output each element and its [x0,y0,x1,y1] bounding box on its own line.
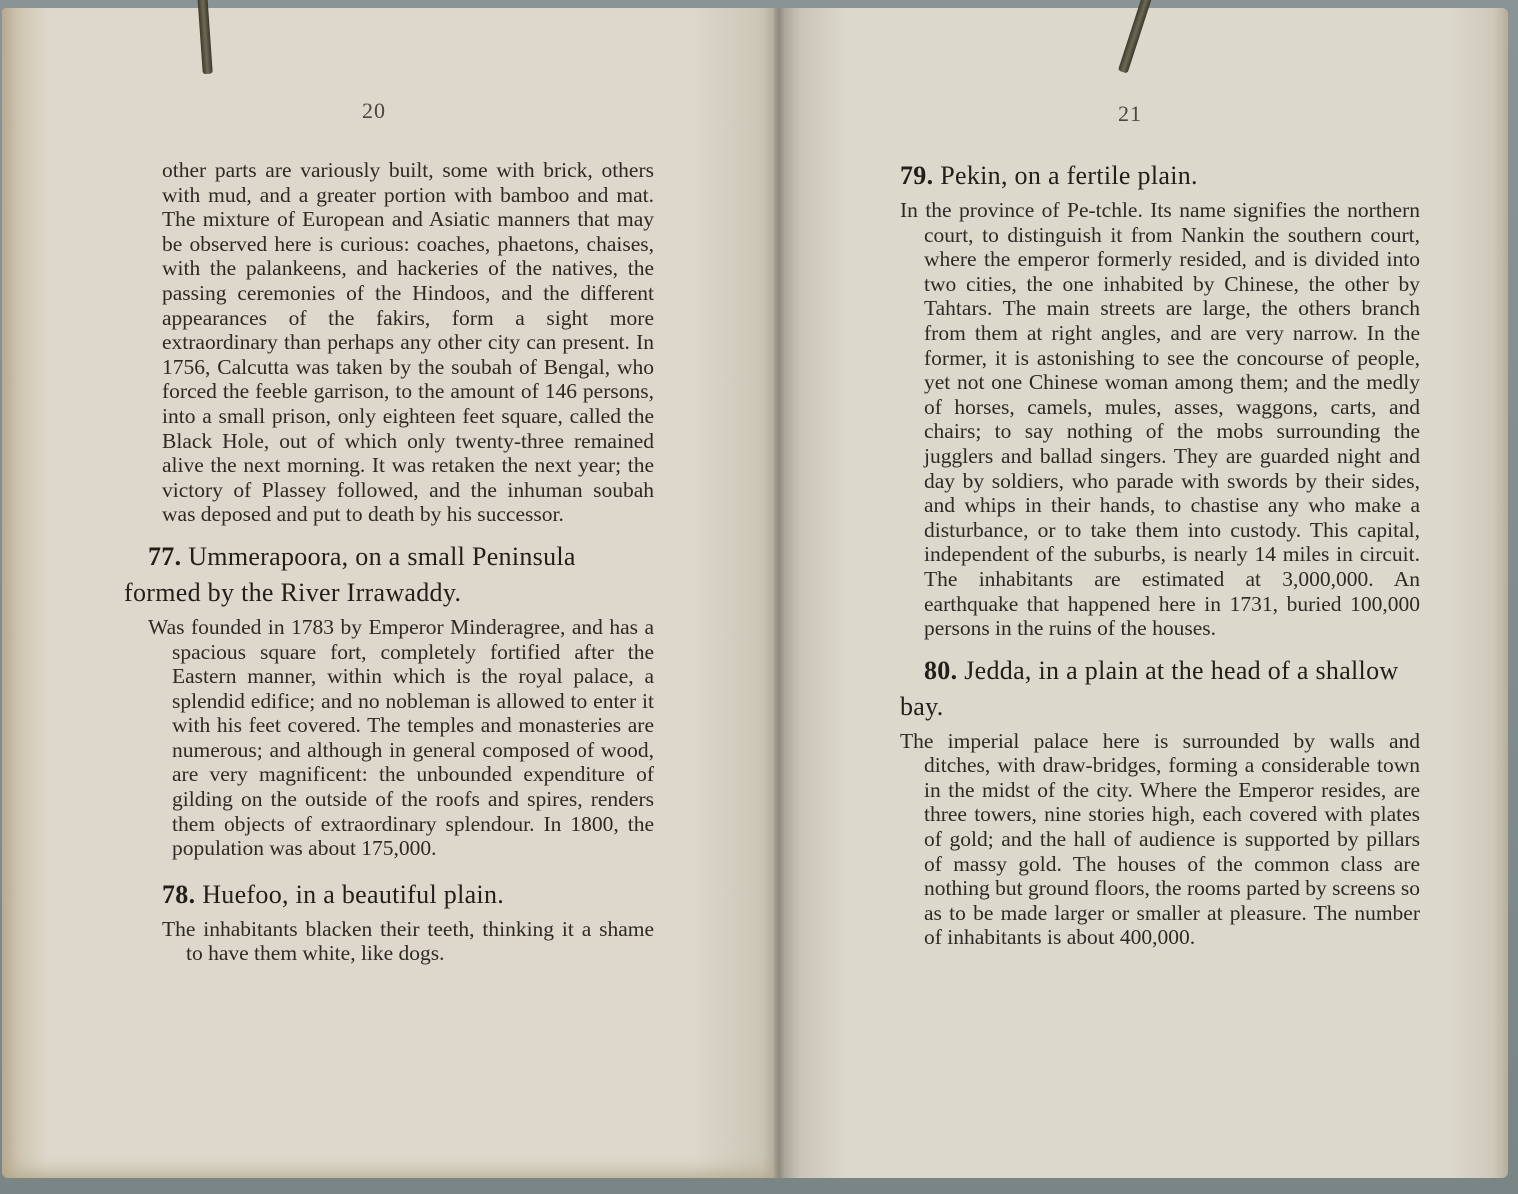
right-page-text [900,158,1420,950]
entry-heading-77 [124,539,654,611]
entry-heading-79 [900,158,1420,194]
page-number-left: 20 [362,98,386,123]
entry-title-77: Ummerapoora, on a small Peninsula formed by the River Irrawaddy. [124,541,576,607]
left-page [2,8,778,1178]
continuation-paragraph: other parts are variously built, some with brick, others with mud, and a greater portion with bamboo and mat. The mixture of European and Asiatic manners that may be observed here is curious: coaches, phaetons, chaises, with the palankeens, and hackeries of the natives, the passing ceremonies of the Hindoos, and the different appearances of the fakirs, form a sight more extraordinary than perhaps any other city can present. In 1756, Calcutta was taken by the soubah of Bengal, who forced the feeble garrison, to the amount of 146 persons, into a small prison, only eighteen feet square, called the Black Hole, out of which only twenty-three remained alive the next morning. It was retaken the next year; the victory of Plassey followed, and the inhuman soubah was deposed and put to death by his successor. [162,158,654,527]
entry-number-78: 78. [162,879,196,909]
entry-number-79: 79. [900,161,934,190]
open-book [2,8,1512,1188]
left-page-text [124,158,654,966]
entry-body-80: The imperial palace here is surrounded by walls and ditches, with draw-bridges, forming a considerable town in the midst of the city. Where the Emperor resides, are three towers, nine stories high, each covered with plates of gold; and the hall of audience is supported by pillars of massy gold. The houses of the common class are nothing but ground floors, the rooms parted by screens so as to be made larger or smaller at pleasure. The number of inhabitants is about 400,000. [900,728,1420,950]
entry-heading-78 [162,877,654,913]
entry-body-79: In the province of Pe-tchle. Its name signifies the northern court, to distinguish it from Nankin the southern court, where the emperor formerly resided, and is divided into two cities, the one inhabited by Chinese, the other by Tahtars. The main streets are large, the others branch from them at right angles, and are very narrow. In the former, it is astonishing to see the concourse of people, yet not one Chinese woman among them; and the medly of horses, camels, mules, asses, waggons, carts, and chairs; to say nothing of the mobs surrounding the jugglers and ballad singers. They are guarded night and day by soldiers, who parade with swords by their sides, and whips in their hands, to chastise any who make a disturbance, or to take them into custody. This capital, independent of the suburbs, is nearly 14 miles in circuit. The inhabitants are estimated at 3,000,000. An earthquake that happened here in 1731, buried 100,000 persons in the ruins of the houses. [900,198,1420,641]
entry-heading-80 [900,653,1420,725]
entry-body-77: Was founded in 1783 by Emperor Minderagree, and has a spacious square fort, completely fortified after the Eastern manner, within which is the royal palace, a splendid edifice; and no nobleman is allowed to enter it with his feet covered. The temples and monasteries are numerous; and although in general composed of wood, are very magnificent: the unbounded expenditure of gilding on the outside of the roofs and spires, renders them objects of extraordinary splendour. In 1800, the population was about 175,000. [148,614,654,861]
right-page [778,8,1508,1178]
entry-number-77: 77. [148,541,182,571]
entry-title-79: Pekin, on a fertile plain. [940,161,1198,190]
page-number-right: 21 [1118,101,1142,126]
entry-title-80: Jedda, in a plain at the head of a shallow bay. [900,655,1399,721]
entry-title-78: Huefoo, in a beautiful plain. [202,879,505,909]
book-spine-gutter [774,8,784,1178]
entry-body-78: The inhabitants blacken their teeth, thinking it a shame to have them white, like dogs. [162,916,654,966]
entry-number-80: 80. [924,655,958,685]
